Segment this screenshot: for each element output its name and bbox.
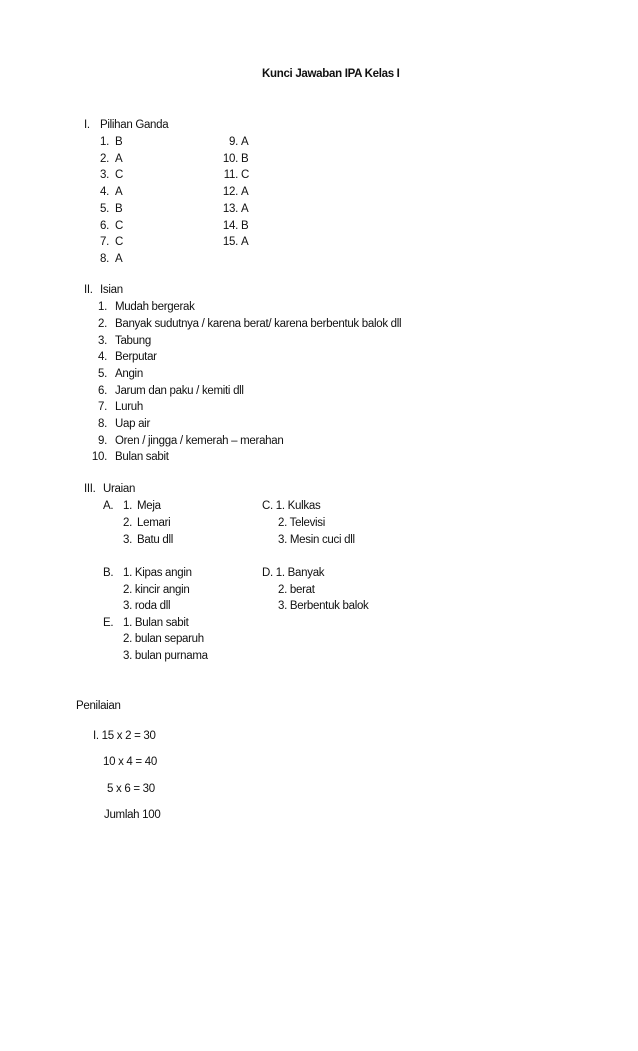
list-item-number: 7. (100, 236, 109, 248)
list-item-answer: Luruh (115, 401, 143, 413)
list-item-answer: 3. Berbentuk balok (278, 600, 369, 612)
list-item-number: 1. (98, 301, 107, 313)
list-item-answer: A (241, 136, 249, 148)
score-total: Jumlah 100 (104, 809, 161, 821)
list-item-answer: Angin (115, 368, 143, 380)
list-item-answer: A (241, 203, 249, 215)
list-item-number: 12. (222, 186, 238, 198)
group-label: D. 1. Banyak (262, 567, 325, 579)
list-item-number: 9. (229, 136, 238, 148)
list-item-answer: Tabung (115, 335, 151, 347)
list-item-number: 1. (100, 136, 109, 148)
section1-number: I. (84, 119, 90, 131)
list-item-answer: B (241, 220, 249, 232)
list-item-number: 14. (222, 220, 238, 232)
list-item-answer: C (115, 169, 124, 181)
list-item-number: 2. (98, 318, 107, 330)
score-line: I. 15 x 2 = 30 (93, 730, 156, 742)
list-item-answer: B (115, 136, 123, 148)
list-item-answer: Bulan sabit (115, 451, 169, 463)
group-label: A. (103, 500, 114, 512)
list-item-answer: Berputar (115, 351, 157, 363)
section2-number: II. (84, 284, 93, 296)
list-item-answer: B (115, 203, 123, 215)
list-item-number: 5. (98, 368, 107, 380)
list-item-answer: 2. kincir angin (123, 584, 190, 596)
list-item-answer: Uap air (115, 418, 150, 430)
list-item-number: 3. (100, 169, 109, 181)
list-item-answer: Banyak sudutnya / karena berat/ karena berbentuk balok dll (115, 318, 402, 330)
list-item-answer: A (115, 253, 123, 265)
list-item-answer: A (115, 153, 123, 165)
list-item-answer: 2. berat (278, 584, 315, 596)
list-item-answer: C (115, 236, 124, 248)
group-label: C. 1. Kulkas (262, 500, 321, 512)
list-item-answer: 3. Mesin cuci dll (278, 534, 355, 546)
list-item-answer: 1. Kipas angin (123, 567, 192, 579)
list-item-number: 15. (222, 236, 238, 248)
list-item-answer: 3. bulan purnama (123, 650, 208, 662)
list-item-number: 8. (98, 418, 107, 430)
list-item-number: 10. (91, 451, 107, 463)
list-item-number: 6. (100, 220, 109, 232)
list-item-number: 1. (123, 500, 132, 512)
list-item-answer: A (241, 186, 249, 198)
list-item-number: 3. (98, 335, 107, 347)
list-item-answer: A (115, 186, 123, 198)
list-item-answer: 2. bulan separuh (123, 633, 204, 645)
group-label: E. (103, 617, 114, 629)
list-item-answer: A (241, 236, 249, 248)
list-item-number: 6. (98, 385, 107, 397)
group-label: B. (103, 567, 114, 579)
list-item-answer: Lemari (137, 517, 171, 529)
list-item-number: 3. (123, 534, 132, 546)
list-item-answer: 3. roda dll (123, 600, 171, 612)
list-item-answer: Mudah bergerak (115, 301, 195, 313)
list-item-answer: Batu dll (137, 534, 173, 546)
list-item-answer: Meja (137, 500, 161, 512)
list-item-number: 5. (100, 203, 109, 215)
section3-heading: Uraian (103, 483, 136, 495)
list-item-number: 8. (100, 253, 109, 265)
list-item-number: 4. (98, 351, 107, 363)
list-item-answer: C (115, 220, 124, 232)
list-item-answer: B (241, 153, 249, 165)
score-line: 10 x 4 = 40 (103, 756, 157, 768)
page-title: Kunci Jawaban IPA Kelas I (262, 68, 400, 80)
list-item-number: 9. (98, 435, 107, 447)
list-item-number: 2. (123, 517, 132, 529)
list-item-answer: 2. Televisi (278, 517, 325, 529)
list-item-answer: C (241, 169, 250, 181)
section3-number: III. (84, 483, 96, 495)
list-item-number: 13. (222, 203, 238, 215)
list-item-number: 10. (222, 153, 238, 165)
section2-heading: Isian (100, 284, 123, 296)
list-item-answer: Oren / jingga / kemerah – merahan (115, 435, 284, 447)
score-line: 5 x 6 = 30 (107, 783, 155, 795)
list-item-number: 2. (100, 153, 109, 165)
list-item-answer: Jarum dan paku / kemiti dll (115, 385, 244, 397)
list-item-number: 11. (223, 169, 238, 181)
section1-heading: Pilihan Ganda (100, 119, 169, 131)
penilaian-heading: Penilaian (76, 700, 121, 712)
list-item-number: 7. (98, 401, 107, 413)
list-item-number: 4. (100, 186, 109, 198)
list-item-answer: 1. Bulan sabit (123, 617, 189, 629)
